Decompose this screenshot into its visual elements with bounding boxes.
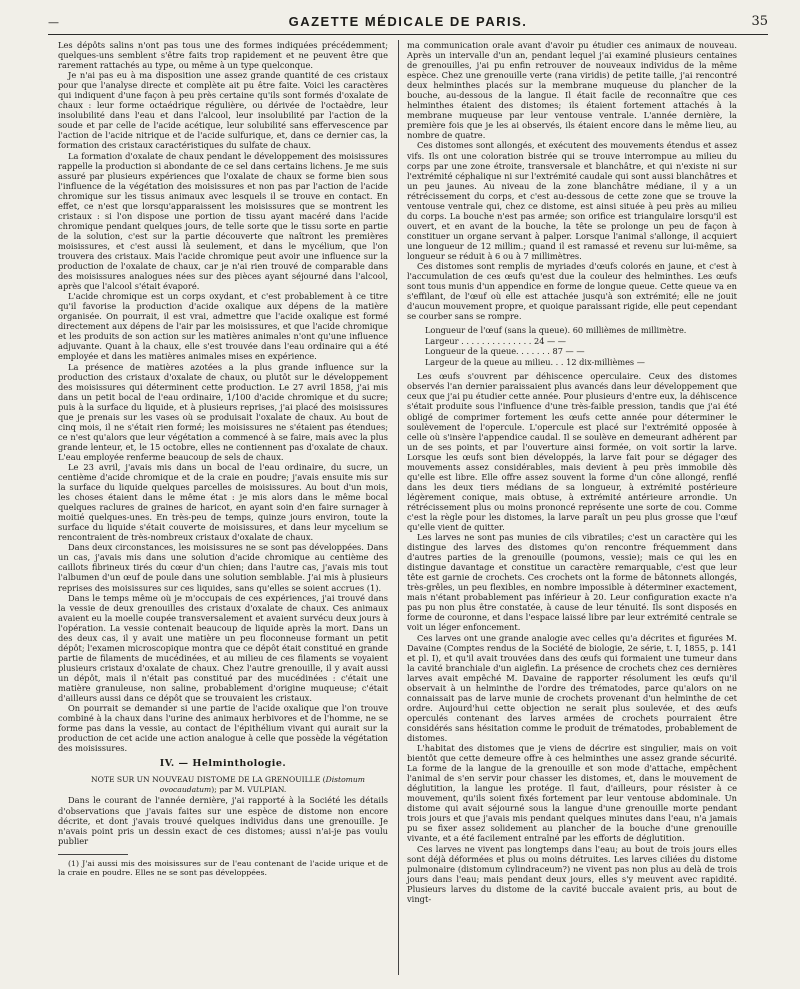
paragraph: Dans deux circonstances, les moisissures ne se sont pas développées. Dans un cas, j'avais mis dans une solution d'acide chromique au centième des caillots fibrineux tirés du cœur d'un chien; dans l'autre cas, j'avais mis tout l'albumen d'un œuf de poule dans une solution semblable. J'ai mis à plusieurs reprises des moisissures sur ces liquides, sans qu'elles se soient accrues (1). (58, 542, 388, 593)
column-divider (398, 40, 399, 975)
measurement-label: Largeur . . . . . . . . . . . . . . (425, 335, 532, 346)
paragraph: Les larves ne sont pas munies de cils vibratiles; c'est un caractère qui les distingue des larves des distomes qu'on rencontre fréquemment dans d'autres parties de la grenouille (poumons, vessie); mais ce qui les en distingue davantage et constitue un caractère remarquable, c'est que leur tête est garnie de crochets. Ces crochets ont la forme de bâtonnets allongés, très-grêles, un peu flexibles, en nombre impossible à déterminer exactement, mais n'étant probablement pas inférieur à 20. Leur configuration exacte n'a pas pu non plus être constatée, à cause de leur ténuité. Ils sont disposés en forme de couronne, et dans l'espace laissé libre par leur extrémité centrale se voit un léger enfoncement. (407, 532, 737, 633)
paragraph: La formation d'oxalate de chaux pendant le développement des moisissures rappelle la production si abondante de ce sel dans certains lichens. Je me suis assuré par plusieurs expériences que l'oxalate de chaux se forme bien sous l'influence de la végétation des moisissures et non pas par l'action de l'acide chromique sur les tissus animaux avec lesquels il se trouve en contact. En effet, ce n'est que lorsqu'apparaissent les moisissures que se montrent les cristaux : si l'on dispose une portion de tissu ayant macéré dans l'acide chromique pendant quelques jours, de telle sorte que le tissu sorte en partie de la solution, c'est sur la partie découverte que naîtront les premières moisissures, et c'est aussi là seulement, et dans le mycélium, que l'on trouvera des cristaux. Mais l'acide chromique peut avoir une influence sur la production de l'oxalate de chaux, car je n'ai rien trouvé de comparable dans des moisissures analogues nées sur des pièces ayant séjourné dans l'alcool, après que l'alcool s'était évaporé. (58, 150, 388, 292)
measurement-label: Longueur de la queue. . . . . . . (425, 346, 550, 357)
page-number: 35 (751, 14, 768, 29)
footnote: (1) J'ai aussi mis des moisissures sur de l'eau contenant de l'acide urique et de la craie en poudre. Elles ne se sont pas développées. (58, 858, 388, 878)
article-title (58, 775, 388, 795)
paragraph: Ces distomes sont remplis de myriades d'œufs colorés en jaune, et c'est à l'accumulation de ces œufs qu'est due la couleur des helminthes. Les œufs sont tous munis d'un appendice en forme de longue queue. Cette queue va en s'effilant, de l'œuf où elle est attachée jusqu'à son extrémité; elle ne jouit d'aucun mouvement propre, et quoique paraissant rigide, elle peut cependant se courber sans se rompre. (407, 261, 737, 322)
paragraph: On pourrait se demander si une partie de l'acide oxalique que l'on trouve combiné à la chaux dans l'urine des animaux herbivores et de l'homme, ne se forme pas dans la vessie, au contact de l'épithélium vivant qui aurait sur la production de cet acide une action analogue à celle que possède la végétation des moisissures. (58, 703, 388, 754)
article-title-prefix: NOTE SUR UN NOUVEAU DISTOME DE LA GRENOUILLE ( (91, 775, 326, 785)
left-column (58, 40, 388, 975)
measurement-label: Longueur de l'œuf (sans la queue). (425, 325, 571, 336)
paragraph: Dans le courant de l'année dernière, j'ai rapporté à la Société les détails d'observations que j'avais faites sur une espèce de distome non encore décrite, et dont j'avais trouvé quelques individus dans une grenouille. Je n'avais point pris un dessin exact de ces distomes; aussi n'ai-je pas voulu publier (58, 795, 388, 846)
measurement-value: 60 millièmes de millimètre. (572, 325, 687, 336)
paragraph: Les œufs s'ouvrent par déhiscence operculaire. Ceux des distomes observés l'an dernier paraissaient plus avancés dans leur développement que ceux que j'ai pu étudier cette année. Pour plusieurs d'entre eux, la déhiscence s'était produite sous l'influence d'une très-faible pression, tandis que j'ai été obligé de comprimer fortement les œufs cette année pour déterminer le soulèvement de l'opercule. L'opercule est placé sur l'extrémité opposée à celle où s'insère l'appendice caudal. Il se soulève en demeurant adhérent par un de ses points, et par l'ouverture ainsi formée, on voit sortir la larve. Lorsque les œufs sont bien développés, la larve fait pour se dégager des mouvements assez considérables, mais devient à peu près immobile dès qu'elle est libre. Elle offre assez souvent la forme d'un cône allongé, renflé dans les deux tiers médians de sa longueur, à extrémité postérieure légèrement conique, mais obtuse, à extrémité antérieure arrondie. Un rétrécissement plus ou moins prononcé représente une sorte de cou. Comme c'est la règle pour les distomes, la larve paraît un peu plus grosse que l'œuf qu'elle vient de quitter. (407, 371, 737, 533)
measurement-label: Largeur de la queue au milieu. . . (425, 356, 564, 367)
measurement-row (425, 357, 737, 368)
section-heading: IV. — Helminthologie. (159, 758, 287, 770)
paragraph: Ces larves ont une grande analogie avec celles qu'a décrites et figurées M. Davaine (Comptes rendus de la Société de biologie, 2e série, t. I, 1855, p. 141 et pl. I), et qu'il avait trouvées dans des œufs qui formaient une tumeur dans la cavité branchiale d'un aiglefin. La présence de crochets chez ces dernières larves avait empêché M. Davaine de rapporter résolument les œufs qu'il observait à un helminthe de l'ordre des trématodes, parce qu'alors on ne connaissait pas de larve munie de crochets provenant d'un helminthe de cet ordre. Aujourd'hui cette objection ne serait plus soulevée, et des œufs operculés contenant des larves armées de crochets pourraient être considérés sans hésitation comme le produit de trématodes, probablement de distomes. (407, 632, 737, 743)
egg-measurements (425, 325, 737, 367)
paragraph: Je n'ai pas eu à ma disposition une assez grande quantité de ces cristaux pour que l'analyse directe et complète ait pu être faite. Voici les caractères qui indiquent d'une façon à peu près certaine qu'ils sont formés d'oxalate de chaux : leur forme octaédrique régulière, ou dérivée de l'octaèdre, leur insolubilité dans l'eau et dans l'alcool, leur insolubilité par l'action de la soude et par celle de l'acide acétique, leur solubilité sans effervescence par l'action de l'acide nitrique et de l'acide sulfurique, et, dans ce dernier cas, la formation des cristaux caractéristiques du sulfate de chaux. (58, 70, 388, 151)
measurement-value: 24 — — (534, 335, 566, 346)
measurement-row (425, 325, 737, 336)
paragraph: La présence de matières azotées a la plus grande influence sur la production des cristaux d'oxalate de chaux, ou plutôt sur le développement des moisissures qui déterminent cette production. Le 27 avril 1858, j'ai mis dans un petit bocal de l'eau ordinaire, 1/100 d'acide chromique et du sucre; puis à la surface du liquide, et à plusieurs reprises, j'ai placé des moisissures que je prenais sur les vases où se produisait l'oxalate de chaux. Au bout de cinq mois, il ne s'était rien formé; les moisissures ne s'étaient pas étendues; ce n'est qu'alors que leur végétation a commencé à se faire, mais avec la plus grande lenteur, et, le 15 octobre, elles ne contiennent pas d'oxalate de chaux. L'eau employée renferme beaucoup de sels de chaux. (58, 361, 388, 462)
paragraph: Ces larves ne vivent pas longtemps dans l'eau; au bout de trois jours elles sont déjà déformées et plus ou moins détruites. Les larves ciliées du distome pulmonaire (distomum cylindraceum?) ne vivent pas non plus au delà de trois jours dans l'eau; mais pendant deux jours, elles s'y meuvent avec rapidité. Plusieurs larves du distome de la cavité buccale avaient pris, au bout de vingt- (407, 843, 737, 904)
header-left-mark: — (48, 16, 59, 29)
article-title-species: Distomum ovocaudatum (159, 775, 365, 795)
paragraph: Dans le temps même où je m'occupais de ces expériences, j'ai trouvé dans la vessie de deux grenouilles des cristaux d'oxalate de chaux. Ces animaux avaient eu la moelle coupée transversalement et avaient survécu deux jours à l'opération. La vessie contenait beaucoup de liquide après la mort. Dans un des deux cas, il y avait une matière un peu floconneuse formant un petit dépôt; l'examen microscopique montra que ce dépôt était constitué en grande partie de filaments de mucédinées, et au milieu de ces filaments se voyaient plusieurs cristaux d'oxalate de chaux. Chez l'autre grenouille, il y avait aussi un dépôt, mais il n'était pas constitué par des mucédinées : c'était une matière granuleuse, non saline, probablement d'origine muqueuse; c'était d'ailleurs aussi dans ce dépôt que se trouvaient les cristaux. (58, 592, 388, 704)
paragraph: Les dépôts salins n'ont pas tous une des formes indiquées précédemment; quelques-uns semblent s'être faits trop rapidement et ne peuvent être que rarement rattachés au type, ou même à un type quelconque. (58, 40, 388, 71)
measurement-row (425, 346, 737, 357)
article-author: par M. VULPIAN. (219, 785, 287, 795)
measurement-value: 87 — — (552, 346, 585, 357)
journal-title: GAZETTE MÉDICALE DE PARIS. (288, 14, 528, 29)
paragraph: L'acide chromique est un corps oxydant, et c'est probablement à ce titre qu'il favorise la production d'acide oxalique aux dépens de la matière organisée. On pourrait, il est vrai, admettre que l'acide oxalique est formé directement aux dépens de l'air par les moisissures, et que l'acide chromique et les produits de son action sur les matières animales n'ont qu'une influence adjuvante. Quant à la chaux, elle s'est trouvée dans l'eau ordinaire qui a été employée et dans les matières animales mises en expérience. (58, 291, 388, 362)
footnote-divider (58, 854, 128, 855)
right-column (407, 40, 737, 975)
paragraph: L'habitat des distomes que je viens de décrire est singulier, mais on voit bientôt que cette demeure offre à ces helminthes une assez grande sécurité. La forme de la langue de la grenouille et son mode d'attache, empêchent l'animal de s'en servir pour chasser les distomes, et, dans le mouvement de déglutition, la langue les protége. Il faut, d'ailleurs, pour résister à ce mouvement, qu'ils soient fixés fortement par leur ventouse abdominale. Un distome qui avait séjourné sous la langue d'une grenouille morte pendant trois jours et que j'avais mis pendant quelques minutes dans l'eau, n'a jamais pu se fixer assez solidement au plancher de la bouche d'une grenouille vivante, et a été facilement entraîné par les efforts de déglutition. (407, 743, 737, 844)
paragraph: Le 23 avril, j'avais mis dans un bocal de l'eau ordinaire, du sucre, un centième d'acide chromique et de la craie en poudre; j'avais ensuite mis sur la surface du liquide quelques parcelles de moisissures. Au bout d'un mois, les choses étaient dans le même état : je mis alors dans le même bocal quelques raclures de graines de haricot, en ayant soin d'en faire surnager à moitié quelques-unes. En très-peu de temps, quinze jours environ, toute la surface du liquide s'était couverte de moisissures, et dans leur mycelium se rencontraient de très-nombreux cristaux d'oxalate de chaux. (58, 461, 388, 543)
page-header (48, 12, 768, 35)
measurement-value: 12 dix-millièmes — (566, 356, 645, 367)
measurement-row (425, 336, 737, 347)
article-title-suffix: ); (211, 785, 217, 795)
paragraph: ma communication orale avant d'avoir pu étudier ces animaux de nouveau. Après un intervalle d'un an, pendant lequel j'ai examiné plusieurs centaines de grenouilles, j'ai pu enfin retrouver de nouveaux individus de la même espèce. Chez une grenouille verte (rana viridis) de petite taille, j'ai rencontré deux helminthes placés sur la membrane muqueuse du plancher de la bouche, au-dessous de la langue. Il était facile de reconnaître que ces helminthes étaient des distomes; ils étaient fortement attachés à la membrane muqueuse par leur ventouse ventrale. L'année dernière, la première fois que je les ai observés, ils étaient encore dans le même lieu, au nombre de quatre. (407, 40, 737, 141)
paragraph: Ces distomes sont allongés, et exécutent des mouvements étendus et assez vifs. Ils ont une coloration bistrée qui se trouve interrompue au milieu du corps par une zone étroite, transversale et blanchâtre, et qui n'existe ni sur l'extrémité céphalique ni sur l'extrémité caudale qui sont aussi blanchâtres et un peu jaunes. Au niveau de la zone blanchâtre médiane, il y a un rétrécissement du corps, et c'est au-dessous de cette zone que se trouve la ventouse ventrale qui, chez ce distome, est ainsi située à peu près au milieu du corps. La bouche n'est pas armée; son orifice est triangulaire lorsqu'il est ouvert, et en avant de la bouche, la tête se prolonge un peu de façon à constituer un organe servant à palper. Lorsque l'animal s'allonge, il acquiert une longueur de 12 millim.; quand il est ramassé et revenu sur lui-même, sa longueur se réduit à 6 ou à 7 millimètres. (407, 140, 737, 261)
